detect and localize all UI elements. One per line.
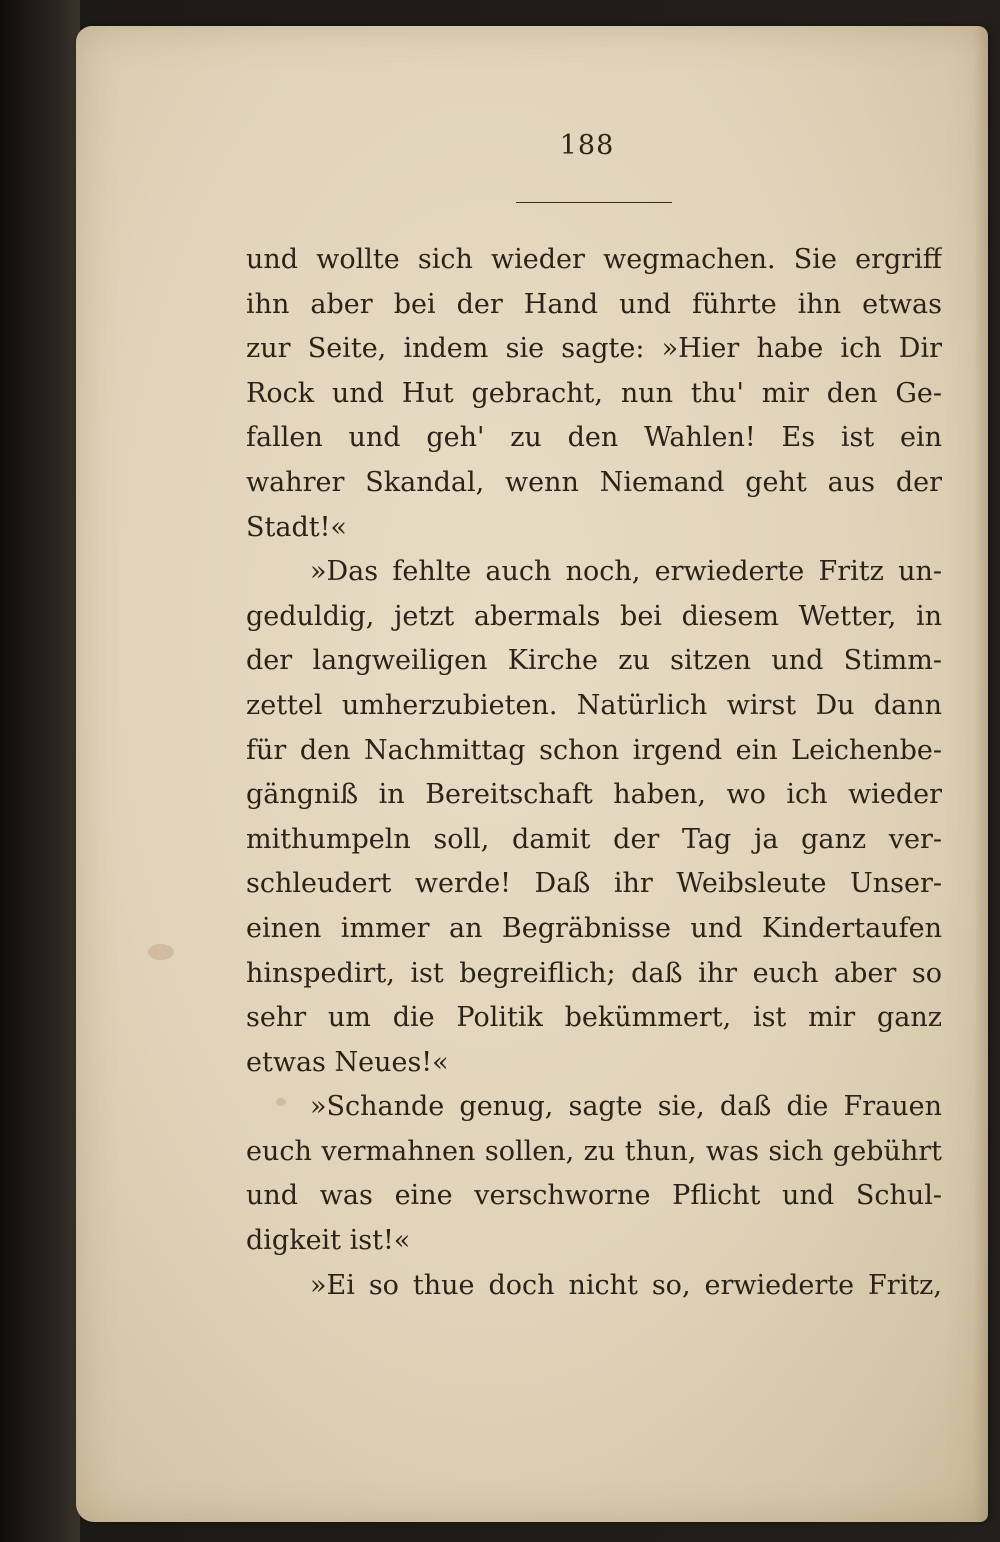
text-line: der langweiligen Kirche zu sitzen und Stimm-	[246, 645, 942, 677]
text-line: geduldig, jetzt abermals bei diesem Wetter, in	[246, 600, 942, 632]
text-line: einen immer an Begräbnisse und Kindertaufen	[246, 912, 942, 944]
text-line: »Schande genug, sagte sie, daß die Frauen	[310, 1091, 942, 1123]
text-line: und was eine verschworne Pflicht und Schul-	[246, 1180, 942, 1212]
text-line: schleudert werde! Daß ihr Weibsleute Unser-	[246, 868, 942, 900]
text-line: euch vermahnen sollen, zu thun, was sich gebührt	[246, 1135, 942, 1167]
page-number: 188	[559, 130, 615, 161]
text-line: wahrer Skandal, wenn Niemand geht aus der	[246, 466, 942, 498]
text-line: mithumpeln soll, damit der Tag ja ganz ver-	[246, 823, 942, 855]
text-line: Stadt!«	[246, 511, 347, 543]
text-line: zur Seite, indem sie sagte: »Hier habe ich Dir	[246, 333, 942, 365]
text-line: »Das fehlte auch noch, erwiederte Fritz un-	[310, 556, 942, 588]
text-line: hinspedirt, ist begreiflich; daß ihr euch aber so	[246, 957, 942, 989]
body-text	[246, 238, 942, 1308]
text-line: sehr um die Politik bekümmert, ist mir ganz	[246, 1002, 942, 1034]
text-line: digkeit ist!«	[246, 1225, 411, 1257]
text-line: fallen und geh' zu den Wahlen! Es ist ein	[246, 422, 942, 454]
text-line: für den Nachmittag schon irgend ein Leichenbe-	[246, 734, 942, 766]
text-line: und wollte sich wieder wegmachen. Sie ergriff	[246, 244, 942, 275]
text-line: »Ei so thue doch nicht so, erwiederte Fritz,	[310, 1269, 942, 1301]
paper-stain	[148, 944, 174, 960]
text-line: Rock und Hut gebracht, nun thu' mir den Ge-	[246, 377, 942, 409]
text-line: gängniß in Bereitschaft haben, wo ich wieder	[246, 779, 942, 811]
text-line: etwas Neues!«	[246, 1046, 449, 1078]
text-line: zettel umherzubieten. Natürlich wirst Du dann	[246, 689, 942, 721]
page-sheet	[76, 26, 988, 1522]
page-edge	[974, 26, 988, 1522]
header-rule	[516, 202, 672, 203]
text-line: ihn aber bei der Hand und führte ihn etwas	[246, 288, 942, 320]
book-spine-shadow	[0, 0, 80, 1542]
